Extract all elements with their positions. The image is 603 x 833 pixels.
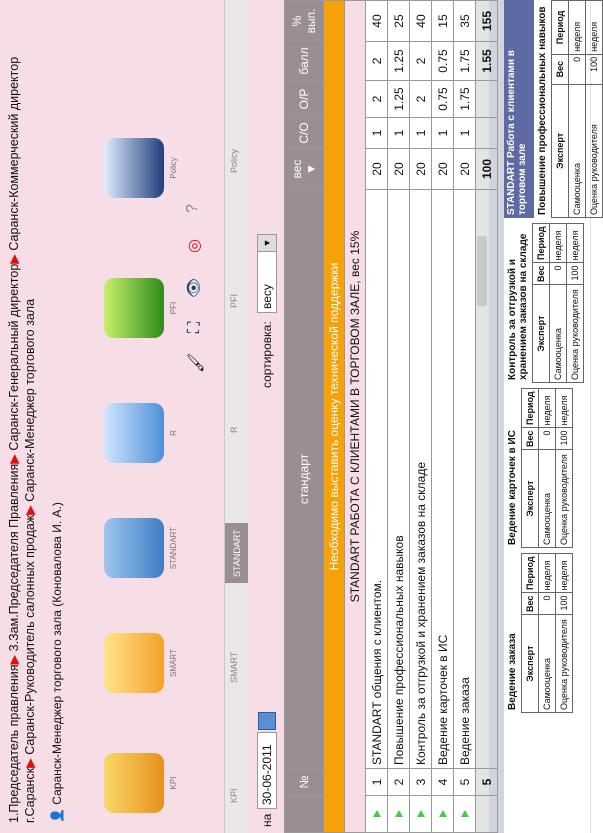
side-table: Эксперт Вес Период Самооценка 0 неделя Оценка руководителя 100 неделя [551, 0, 603, 218]
filter-bar [248, 0, 284, 833]
tab-pfi[interactable]: PFI [229, 293, 239, 308]
breadcrumb-item[interactable]: 3.Зам.Председателя Правления [7, 463, 21, 652]
expand-icon[interactable] [461, 811, 469, 818]
breadcrumb-item[interactable]: Саранск-Генеральный директор [7, 263, 21, 451]
side-block-title: Повышение профессиональных навыков [537, 6, 548, 215]
standart-app-icon[interactable]: STANDART [104, 518, 164, 578]
fullscreen-icon[interactable]: ⛶ [186, 321, 203, 333]
breadcrumb-item[interactable]: Саранск-Коммерческий директор г.Саранск [7, 56, 37, 823]
table-row[interactable]: 1 STANDART общения с клиентом. 20 1 2 2 40 [366, 1, 388, 833]
total-percent: 155 [476, 1, 498, 42]
app-icon-bar [96, 0, 224, 833]
policy-app-icon[interactable]: Policy [104, 138, 164, 198]
table-row[interactable]: 2 Повышение профессиональных навыков 20 1 1.25 1.25 25 [388, 1, 410, 833]
tab-policy[interactable]: Policy [229, 148, 239, 173]
col-or: О/Р [285, 81, 324, 118]
expand-icon[interactable] [373, 811, 381, 818]
expand-icon[interactable] [439, 811, 447, 818]
table-row[interactable]: 5 Ведение заказа 20 1 1.75 1.75 35 [454, 1, 476, 833]
col-score: балл [285, 42, 324, 81]
expand-icon[interactable] [417, 811, 425, 818]
sort-select[interactable]: весу ▼ [257, 234, 277, 313]
total-score: 1.55 [476, 42, 498, 81]
col-co: С/О [285, 118, 324, 149]
total-weight: 100 [476, 149, 498, 190]
support-note-row [324, 1, 345, 833]
col-standard: стандарт [285, 190, 324, 769]
side-table: Эксперт Вес Период Самооценка 0 неделя Оценка руководителя 100 неделя [532, 223, 584, 383]
col-weight[interactable]: вес ▼ [285, 149, 324, 190]
employee-label [50, 502, 64, 823]
date-prefix: на [260, 813, 274, 827]
side-title: STANDART Работа с клиентами в торговом зале [504, 0, 534, 218]
lifebuoy-icon[interactable]: ◎ [186, 239, 203, 253]
tab-kpi[interactable]: KPI [229, 788, 239, 803]
help-icon[interactable]: ? [184, 204, 201, 213]
module-tabs [224, 0, 250, 833]
calendar-icon[interactable] [258, 712, 276, 730]
tab-standart[interactable]: STANDART [225, 523, 249, 583]
col-toggle [285, 796, 324, 833]
support-note: Необходимо выставить оценку технической поддержки [324, 1, 345, 833]
table-header-row [285, 1, 324, 833]
smart-app-icon[interactable]: SMART [104, 633, 164, 693]
chevron-down-icon[interactable]: ▼ [258, 235, 276, 252]
tab-r[interactable]: R [229, 426, 239, 433]
total-row [476, 1, 498, 833]
pfi-app-icon[interactable]: PFI [104, 278, 164, 338]
side-table: Эксперт Вес Период Самооценка 0 неделя Оценка руководителя 100 неделя [521, 388, 573, 548]
side-block-title: Контроль за отгрузкой и хранением заказов на складе [507, 233, 529, 380]
breadcrumb-item[interactable]: 1.Председатель правления [7, 664, 21, 823]
kpi-app-icon[interactable]: KPI [104, 753, 164, 813]
user-icon: 👤 [50, 808, 64, 823]
expand-icon[interactable] [395, 811, 403, 818]
r-app-icon[interactable]: R [104, 403, 164, 463]
breadcrumb-item[interactable]: Саранск-Менеджер торгового зала [23, 298, 37, 502]
table-row[interactable]: 4 Ведение карточек в ИС 20 1 0.75 0.75 15 [432, 1, 454, 833]
employee-name: Саранск-Менеджер торгового зала (Коновалова И. А.) [50, 502, 64, 805]
brush-icon[interactable]: 🖌 [188, 352, 205, 373]
side-panel [504, 0, 599, 833]
side-block [504, 388, 590, 548]
col-percent: % вып. [285, 1, 324, 42]
table-row[interactable]: 3 Контроль за отгрузкой и хранением заказов на складе 20 1 2 2 40 [410, 1, 432, 833]
side-block [504, 223, 590, 383]
tab-smart[interactable]: SMART [229, 651, 239, 683]
side-block-title: Ведение заказа [507, 633, 518, 710]
date-field[interactable]: 30-06-2011 [257, 732, 277, 809]
group-title: STANDART РАБОТА С КЛИЕНТАМИ В ТОРГОВОМ ЗАЛЕ, вес 15% [345, 1, 366, 833]
side-block [504, 553, 590, 713]
breadcrumb: 1.Председатель правления▶ 3.Зам.Председателя Правления▶ Саранск-Генеральный директор▶ Саранск-Коммерческий директор г.Саранск▶ Саранск-Руководитель салонных продаж▶ Саранск-Менеджер торгового зала 👤 Саранск-Менеджер торгового зала (Коновалова И. А.) [0, 0, 96, 833]
side-block-title: Ведение карточек в ИС [507, 430, 518, 545]
group-title-row [345, 1, 366, 833]
total-count: 5 [476, 769, 498, 796]
side-table: Эксперт Вес Период Самооценка 0 неделя Оценка руководителя 100 неделя [521, 553, 573, 713]
side-title-block [504, 0, 599, 218]
standards-table [284, 0, 498, 833]
eye-icon[interactable]: 👁 [186, 277, 203, 298]
breadcrumb-item[interactable]: Саранск-Руководитель салонных продаж [23, 514, 37, 755]
col-number: № [285, 769, 324, 796]
sort-label: сортировка: [260, 321, 274, 388]
